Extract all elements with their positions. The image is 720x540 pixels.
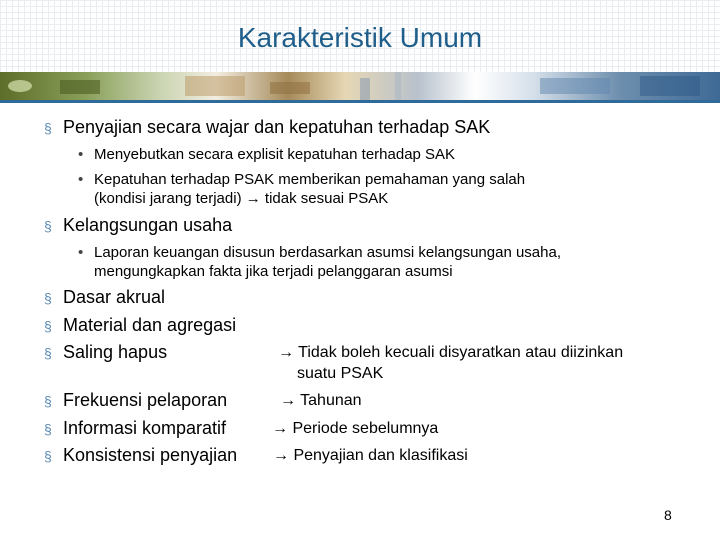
bullet-text: Kelangsungan usaha xyxy=(63,215,233,235)
bullet-marker: § xyxy=(44,318,52,334)
bullet-text: Material dan agregasi xyxy=(63,315,237,335)
sub-bullet-marker: • xyxy=(78,146,84,163)
sub-bullet-marker: • xyxy=(78,244,84,261)
bullet-text: Informasi komparatif xyxy=(63,418,227,438)
bullet-text: Penyajian secara wajar dan kepatuhan terhadap SAK xyxy=(63,117,491,137)
page-number: 8 xyxy=(664,507,672,523)
sub-bullet-text-line1: Kepatuhan terhadap PSAK memberikan pemahaman yang salah xyxy=(94,171,526,188)
konsistensi-note: → Penyajian dan klasifikasi xyxy=(273,447,468,464)
bullet-marker: § xyxy=(44,120,52,136)
sub-bullet-text-line1: Laporan keuangan disusun berdasarkan asumsi kelangsungan usaha, xyxy=(94,244,561,261)
bullet-marker: § xyxy=(44,448,52,464)
bullet-marker: § xyxy=(44,421,52,437)
sub-bullet-text: Menyebutkan secara explisit kepatuhan terhadap SAK xyxy=(94,146,456,163)
saling-hapus-note-line1: → Tidak boleh kecuali disyaratkan atau diizinkan xyxy=(278,344,624,361)
bullet-text: Saling hapus xyxy=(63,342,168,362)
bullet-marker: § xyxy=(44,345,52,361)
sub-bullet-marker: • xyxy=(78,171,84,188)
sub-bullet-text-line2: (kondisi jarang terjadi) → tidak sesuai PSAK xyxy=(94,190,389,207)
slide-title: Karakteristik Umum xyxy=(237,22,483,53)
bullet-text: Konsistensi penyajian xyxy=(63,445,238,465)
komparatif-note: → Periode sebelumnya xyxy=(272,420,439,437)
bullet-marker: § xyxy=(44,393,52,409)
saling-hapus-note-line2: suatu PSAK xyxy=(297,365,384,382)
bullet-marker: § xyxy=(44,290,52,306)
bullet-text: Dasar akrual xyxy=(63,287,166,307)
bullet-text: Frekuensi pelaporan xyxy=(63,390,228,410)
bullet-marker: § xyxy=(44,218,52,234)
sub-bullet-text-line2: mengungkapkan fakta jika terjadi pelanggaran asumsi xyxy=(94,263,453,280)
frekuensi-note: → Tahunan xyxy=(280,392,362,409)
